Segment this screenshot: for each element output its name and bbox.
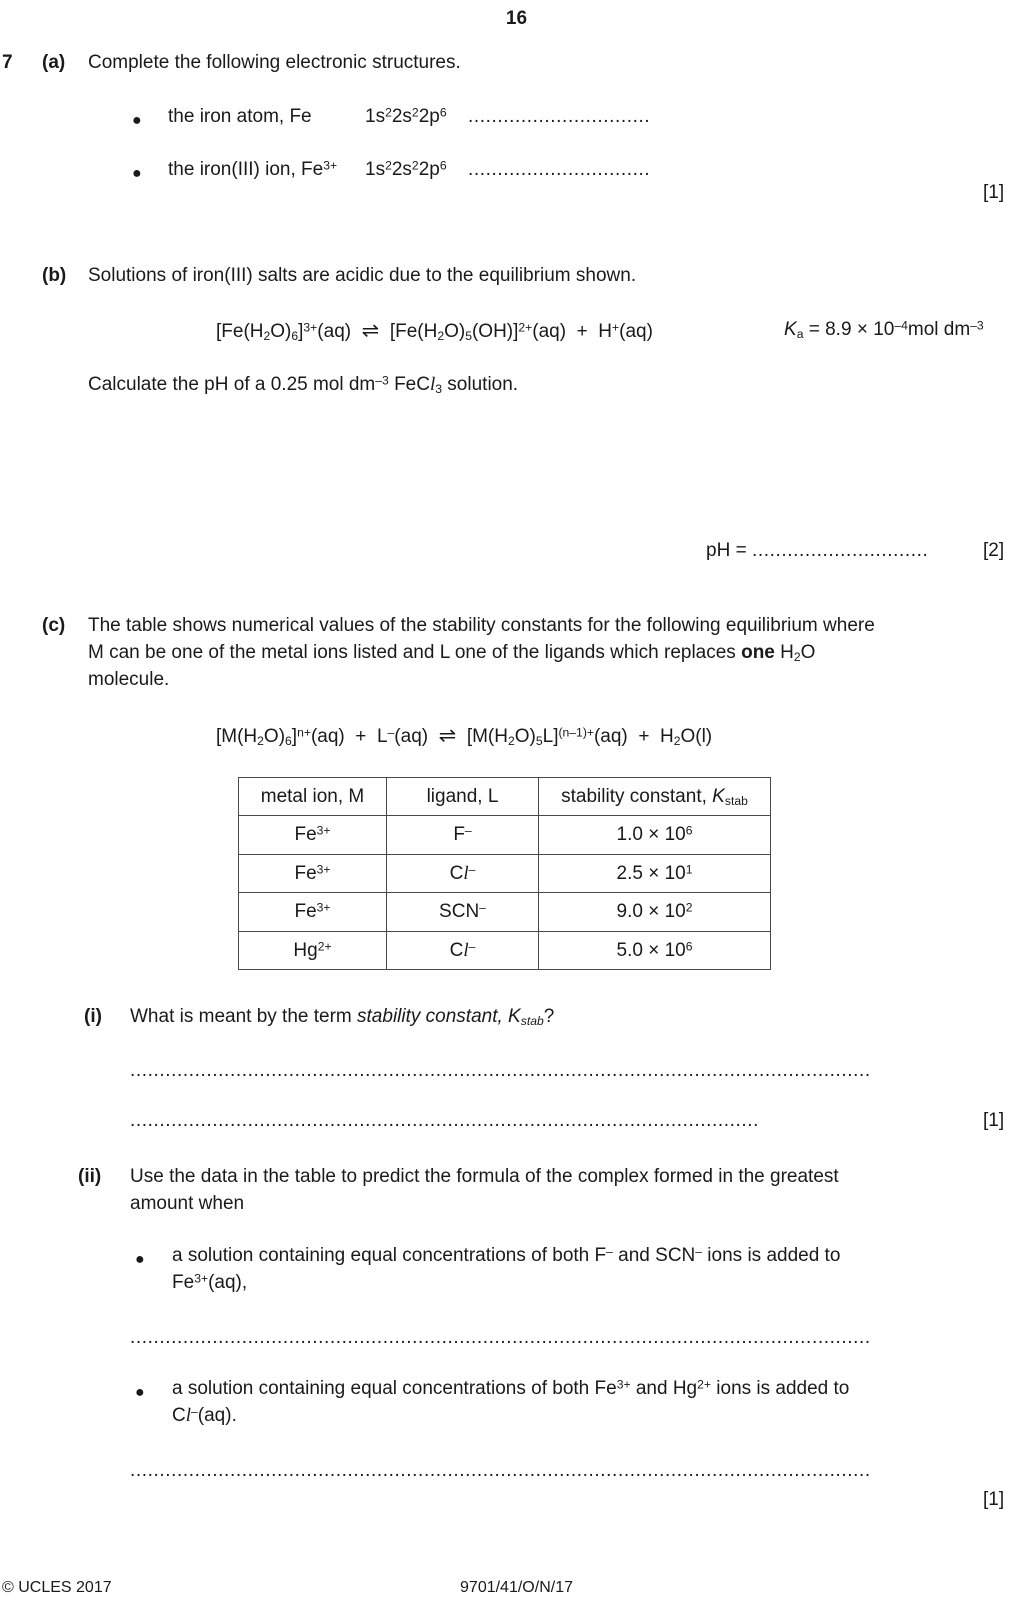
ligand-charge: – bbox=[464, 823, 472, 838]
part-b-marks: [2] bbox=[983, 540, 1005, 561]
stem-plain: What is meant by the term bbox=[130, 1006, 358, 1027]
bullet-2-label: the iron(III) ion, Fe bbox=[168, 159, 324, 180]
part-c-ii-label: (ii) bbox=[78, 1166, 102, 1187]
part-b-answer-prompt: pH = bbox=[706, 540, 747, 561]
constant-mantissa: 9.0 bbox=[616, 901, 643, 923]
part-b-equilibrium-equation: $[Fe(H_2O)_6]^{3+}(aq)$ ⇌ $[Fe(H_2O)_5(OH)]^{2+}(aq) + H^+(aq)$ bbox=[216, 319, 653, 343]
stem-italic-sub: stab bbox=[520, 1013, 544, 1028]
part-c-i-label: (i) bbox=[84, 1006, 102, 1027]
constant-exponent: 2 bbox=[685, 900, 693, 915]
table-row bbox=[239, 854, 771, 892]
bullet1-state: (aq), bbox=[208, 1272, 248, 1293]
constant-exponent: 1 bbox=[685, 862, 693, 877]
cell-metal-ion bbox=[239, 854, 387, 892]
part-c-stem-line-1: The table shows numerical values of the stability constants for the following equilibrium where bbox=[88, 615, 875, 636]
bullet2-state: (aq). bbox=[197, 1405, 237, 1426]
part-a-answer-line-1[interactable]: ............................... bbox=[468, 106, 651, 127]
bullet1-ion: Fe bbox=[172, 1272, 195, 1293]
ka-mantissa: 8.9 bbox=[825, 319, 852, 340]
part-c-stem-line-2: M can be one of the metal ions listed and L one of the ligands which replaces one $H_2O$ bbox=[88, 642, 816, 664]
footer-paper-code: 9701/41/O/N/17 bbox=[460, 1578, 573, 1596]
cell-stability-constant: $5.0 \times 10^6$ bbox=[539, 931, 771, 969]
times-icon: × bbox=[648, 862, 660, 884]
footer-copyright: © UCLES 2017 bbox=[2, 1578, 112, 1596]
header-subscript: stab bbox=[724, 793, 748, 808]
part-c-ii-stem-line-2: amount when bbox=[130, 1193, 245, 1214]
bullet2-text-b: and Hg bbox=[630, 1378, 698, 1399]
table-header-row bbox=[239, 778, 771, 816]
metal-symbol: Fe bbox=[294, 901, 317, 923]
ligand-charge: – bbox=[468, 862, 476, 877]
equilibrium-arrow-icon: ⇌ bbox=[361, 319, 380, 342]
part-c-ii-bullet-1-answer-line[interactable]: .............................................................................................................................. bbox=[130, 1327, 871, 1348]
page-number: 16 bbox=[505, 8, 528, 29]
bullet2-charge-1: 3+ bbox=[616, 1377, 631, 1392]
part-a-marks: [1] bbox=[983, 182, 1005, 203]
part-c-label: (c) bbox=[42, 615, 66, 636]
cell-stability-constant: $1.0 \times 10^6$ bbox=[539, 816, 771, 854]
bullet2-text-a: a solution containing equal concentrations of both Fe bbox=[172, 1378, 617, 1399]
cell-metal-ion bbox=[239, 893, 387, 931]
ka-exponent: –4 bbox=[894, 318, 908, 333]
question-number: 7 bbox=[2, 52, 13, 73]
part-c-i-marks: [1] bbox=[983, 1110, 1005, 1131]
metal-charge: 3+ bbox=[316, 862, 331, 877]
metal-symbol: Hg bbox=[293, 939, 318, 961]
metal-charge: 3+ bbox=[316, 900, 331, 915]
part-a-stem: Complete the following electronic structures. bbox=[88, 52, 461, 73]
part-b-answer-line[interactable]: .............................. bbox=[752, 540, 929, 561]
stability-constant-table bbox=[238, 777, 771, 970]
part-c-ii-bullet-2-answer-line[interactable]: .............................................................................................................................. bbox=[130, 1460, 871, 1481]
part-c-ii-stem-line-1: Use the data in the table to predict the formula of the complex formed in the greatest bbox=[130, 1166, 839, 1187]
part-a-bullet-1-config: $1s^22s^22p^6$ bbox=[365, 105, 447, 127]
part-c-i-answer-line-1[interactable]: .............................................................................................................................. bbox=[130, 1060, 871, 1081]
cell-ligand bbox=[387, 893, 539, 931]
part-c-ii-bullet-2-line-2: Cl–(aq). bbox=[172, 1404, 237, 1426]
table-body bbox=[239, 816, 771, 970]
part-c-i-answer-line-2[interactable]: ........................................................................................................... bbox=[130, 1110, 760, 1131]
stem-line2-b: H bbox=[774, 642, 794, 663]
table-row bbox=[239, 931, 771, 969]
part-a-bullet-1-text: the iron atom, Fe bbox=[168, 106, 312, 127]
part-b-label: (b) bbox=[42, 265, 67, 286]
table-row bbox=[239, 816, 771, 854]
cell-stability-constant: $2.5 \times 10^1$ bbox=[539, 854, 771, 892]
ka-units: mol dm bbox=[907, 319, 971, 340]
ligand-charge: – bbox=[479, 900, 486, 915]
config-prefix: 1s bbox=[365, 106, 386, 127]
column-header-ligand: ligand, L bbox=[387, 778, 539, 816]
constant-mantissa: 5.0 bbox=[616, 939, 643, 961]
stem-emphasis-one: one bbox=[741, 642, 775, 663]
column-header-metal-ion: metal ion, M bbox=[239, 778, 387, 816]
metal-charge: 3+ bbox=[316, 823, 331, 838]
constant-mantissa: 1.0 bbox=[616, 824, 643, 846]
bullet-icon: ● bbox=[135, 1251, 145, 1268]
metal-symbol: Fe bbox=[294, 824, 317, 846]
cell-ligand bbox=[387, 816, 539, 854]
cell-stability-constant: $9.0 \times 10^2$ bbox=[539, 893, 771, 931]
header-text: stability constant, bbox=[561, 786, 713, 807]
stem-italic: stability constant, K bbox=[357, 1006, 521, 1027]
cell-ligand: Cl– bbox=[387, 854, 539, 892]
times-icon: × bbox=[856, 319, 868, 340]
bullet-icon: ● bbox=[132, 112, 142, 129]
cell-ligand: Cl– bbox=[387, 931, 539, 969]
bullet1-text-c: ions is added to bbox=[702, 1245, 841, 1266]
constant-exponent: 6 bbox=[685, 823, 693, 838]
metal-symbol: Fe bbox=[294, 862, 317, 884]
part-b-ka-value: $K_a = 8.9 \times 10^{-4}mol$ $dm^{-3}$ bbox=[784, 318, 984, 341]
bullet1-text-b: and SCN bbox=[612, 1245, 696, 1266]
part-a-answer-line-2[interactable]: ............................... bbox=[468, 159, 651, 180]
part-a-bullet-2-text: the iron(III) ion, $Fe^{3+}$ bbox=[168, 158, 338, 180]
stem-line2-a: M can be one of the metal ions listed and L one of the ligands which replaces bbox=[88, 642, 742, 663]
times-icon: × bbox=[648, 901, 660, 923]
ligand-symbol: C bbox=[449, 862, 464, 884]
part-a-bullet-2-config: $1s^22s^22p^6$ bbox=[365, 158, 447, 180]
column-header-stability-constant: stability constant, $K_{stab}$ bbox=[539, 778, 771, 816]
ligand-symbol: C bbox=[449, 939, 464, 961]
metal-charge: 2+ bbox=[317, 939, 332, 954]
bullet-icon: ● bbox=[132, 165, 142, 182]
calc-text: Calculate the pH of a 0.25 mol dm bbox=[88, 374, 376, 395]
times-icon: × bbox=[648, 824, 660, 846]
times-icon: × bbox=[648, 939, 660, 961]
part-c-stem-line-3: molecule. bbox=[88, 669, 170, 690]
part-b-calculation-instruction: Calculate the pH of a 0.25 mol $dm^{-3}$ FeCl$_3$ solution. bbox=[88, 373, 519, 396]
ligand-symbol: SCN bbox=[439, 901, 480, 923]
cell-metal-ion bbox=[239, 931, 387, 969]
config-prefix: 1s bbox=[365, 159, 386, 180]
bullet1-text-a: a solution containing equal concentrations of both F bbox=[172, 1245, 607, 1266]
bullet1-ion-charge: 3+ bbox=[194, 1271, 209, 1286]
equilibrium-arrow-icon: ⇌ bbox=[438, 724, 457, 747]
bullet2-text-c: ions is added to bbox=[711, 1378, 850, 1399]
part-c-i-stem bbox=[130, 1004, 554, 1029]
constant-mantissa: 2.5 bbox=[616, 862, 643, 884]
ligand-symbol: F bbox=[453, 824, 465, 846]
part-c-ii-bullet-1-line-1: a solution containing equal concentrations of both F– and SCN– ions is added to bbox=[172, 1244, 841, 1266]
constant-exponent: 6 bbox=[685, 939, 693, 954]
ligand-charge: – bbox=[468, 939, 476, 954]
part-a-label: (a) bbox=[42, 52, 66, 73]
part-b-stem: Solutions of iron(III) salts are acidic due to the equilibrium shown. bbox=[88, 265, 637, 286]
bullet2-charge-2: 2+ bbox=[697, 1377, 711, 1392]
table-row bbox=[239, 893, 771, 931]
part-c-ii-bullet-2-line-1 bbox=[172, 1376, 1014, 1401]
part-c-ii-bullet-1-line-2 bbox=[172, 1270, 247, 1295]
part-c-general-equation: $[M(H_2O)_6]^{n+}(aq) + L^-(aq)$ ⇌ $[M(H_2O)_5L]^{(n-1)+}(aq) + H_2O(l)$ bbox=[216, 724, 713, 748]
calc-text-end: solution. bbox=[442, 374, 519, 395]
bullet-icon: ● bbox=[135, 1384, 145, 1401]
cell-metal-ion bbox=[239, 816, 387, 854]
stem-end: ? bbox=[543, 1006, 555, 1027]
part-c-ii-marks: [1] bbox=[983, 1489, 1005, 1510]
